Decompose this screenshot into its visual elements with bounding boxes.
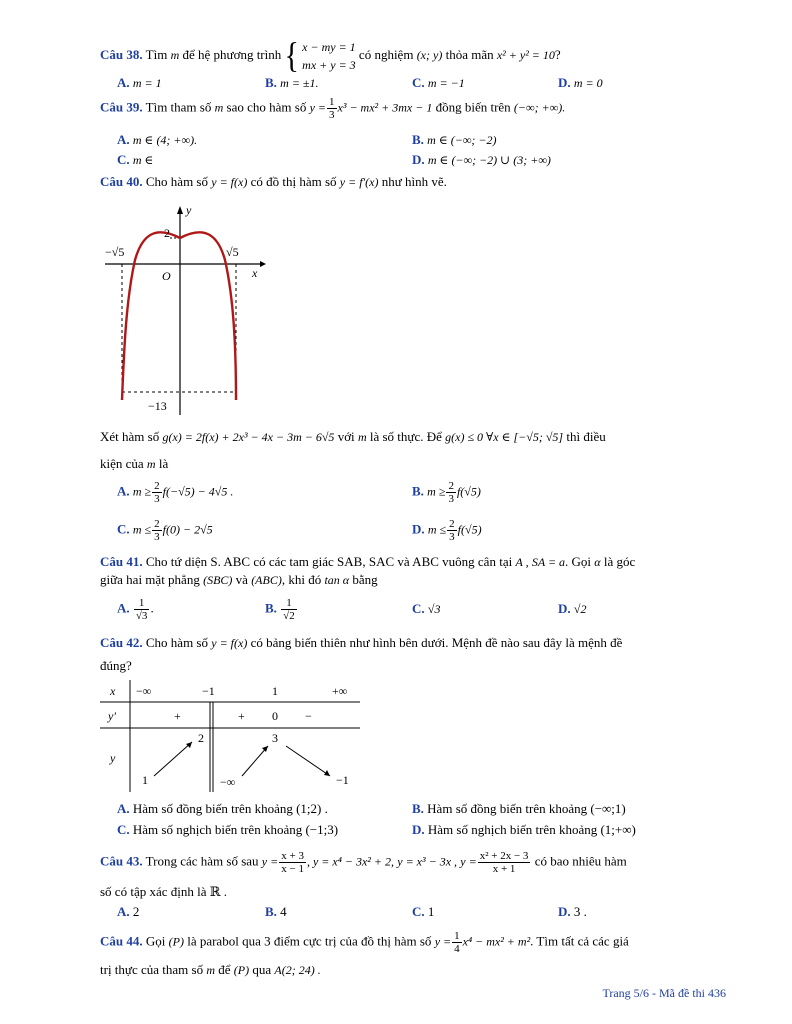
question-41 bbox=[100, 554, 635, 570]
math-expr: f(−√5) − 4√5 . bbox=[162, 484, 234, 499]
option[interactable] bbox=[265, 904, 287, 920]
question-40 bbox=[100, 174, 447, 190]
question-text: thỏa mãn bbox=[445, 46, 494, 62]
variation-arrow bbox=[286, 746, 330, 776]
math-expr: SA = a bbox=[531, 555, 566, 569]
x-axis-arrow-icon bbox=[260, 261, 266, 267]
option-key: B. bbox=[265, 600, 277, 616]
question-text: là bbox=[158, 456, 169, 471]
math-expr: m ≥ bbox=[427, 484, 446, 499]
option-key: A. bbox=[117, 904, 130, 919]
y-axis-label: y bbox=[186, 203, 192, 217]
question-text: Tìm bbox=[145, 46, 168, 62]
fraction bbox=[152, 518, 162, 543]
fraction bbox=[152, 480, 162, 505]
option-key: B. bbox=[412, 483, 424, 499]
denominator: x − 1 bbox=[281, 863, 304, 875]
option[interactable] bbox=[412, 822, 636, 838]
option-key: A. bbox=[117, 600, 130, 616]
question-text: sao cho hàm số bbox=[226, 99, 307, 115]
question-text: là góc bbox=[603, 554, 636, 569]
question-39 bbox=[100, 96, 565, 121]
question-text: Cho hàm số bbox=[145, 174, 208, 189]
option-value: 2 bbox=[132, 904, 140, 919]
question-text: kiện của bbox=[100, 456, 144, 471]
fraction bbox=[327, 96, 337, 121]
math-expr: y = f′(x) bbox=[339, 175, 379, 189]
numerator: 2 bbox=[448, 480, 454, 492]
option[interactable] bbox=[117, 904, 139, 920]
option-key: C. bbox=[412, 75, 425, 90]
option-key: D. bbox=[412, 822, 425, 837]
math-var: A , bbox=[515, 555, 529, 569]
option-value: √3 bbox=[427, 602, 441, 616]
option[interactable] bbox=[412, 518, 482, 543]
question-text: . Gọi bbox=[565, 554, 592, 569]
math-expr: (x; y) bbox=[416, 47, 443, 62]
question-42 bbox=[100, 635, 622, 651]
denominator: 3 bbox=[448, 493, 454, 505]
denominator: 3 bbox=[154, 493, 160, 505]
math-expr: y = bbox=[434, 934, 452, 949]
math-expr: m ≤ bbox=[427, 522, 447, 537]
fraction bbox=[446, 480, 456, 505]
question-text: có đồ thị hàm số bbox=[250, 174, 337, 189]
option-value: Hàm số đồng biến trên khoảng (1;2) . bbox=[132, 801, 328, 816]
math-expr: (P) bbox=[233, 963, 250, 977]
math-expr: (SBC) bbox=[203, 573, 233, 587]
question-text: có bao nhiêu hàm bbox=[534, 853, 627, 869]
option-key: D. bbox=[558, 75, 571, 90]
sign-value: 0 bbox=[272, 709, 278, 723]
math-expr: , y = x⁴ − 3x² + 2, bbox=[306, 854, 394, 869]
option[interactable] bbox=[412, 75, 465, 91]
question-44-body bbox=[100, 962, 321, 978]
option-value: 3 . bbox=[573, 904, 587, 919]
math-expr: ℝ . bbox=[209, 884, 228, 899]
option-key: D. bbox=[558, 601, 571, 616]
option-value: m ∈ (4; +∞). bbox=[132, 133, 198, 147]
option-suffix: . bbox=[150, 600, 154, 616]
question-43 bbox=[100, 850, 627, 875]
math-expr: A(2; 24) . bbox=[274, 963, 321, 977]
question-text: như hình vẽ. bbox=[381, 174, 447, 189]
question-text: với bbox=[337, 429, 355, 444]
question-41-body bbox=[100, 572, 378, 588]
y-value: 1 bbox=[142, 773, 148, 787]
option-value: m = 0 bbox=[573, 76, 603, 90]
denominator: 3 bbox=[329, 109, 335, 121]
option-key: B. bbox=[265, 75, 277, 90]
numerator: x² + 2x − 3 bbox=[479, 850, 529, 862]
option[interactable] bbox=[117, 152, 153, 168]
fraction bbox=[447, 518, 457, 543]
question-40-body bbox=[100, 456, 168, 472]
math-expr: x² + y² = 10 bbox=[496, 47, 555, 62]
max-label: 2 bbox=[164, 226, 170, 240]
math-expr: (−∞; +∞). bbox=[513, 100, 566, 115]
option-key: D. bbox=[412, 521, 425, 537]
numerator: 1 bbox=[454, 930, 460, 942]
math-expr: y = bbox=[261, 854, 279, 869]
question-text: giữa hai mặt phẳng bbox=[100, 572, 200, 587]
fraction bbox=[478, 850, 531, 875]
question-text: để hệ phương trình bbox=[182, 46, 282, 62]
option-key: A. bbox=[117, 483, 130, 499]
option[interactable] bbox=[412, 152, 551, 168]
question-43-body bbox=[100, 884, 227, 900]
denominator: 4 bbox=[454, 943, 460, 955]
option-key: C. bbox=[117, 521, 130, 537]
question-text: đồng biến trên bbox=[435, 99, 511, 115]
y-value: −∞ bbox=[220, 775, 236, 789]
question-text: và bbox=[235, 572, 248, 587]
option-key: B. bbox=[265, 904, 277, 919]
question-text: là parabol qua 3 điểm cực trị của đồ thị hàm số bbox=[187, 933, 432, 949]
math-expr: f(0) − 2√5 bbox=[162, 522, 213, 537]
math-expr: m ≤ bbox=[132, 522, 152, 537]
math-expr: (P) bbox=[168, 934, 184, 949]
row-header-yprime: y′ bbox=[108, 709, 116, 723]
option-value: √2 bbox=[573, 602, 587, 616]
option-key: A. bbox=[117, 132, 130, 147]
math-expr: m ≥ bbox=[132, 484, 152, 499]
fraction bbox=[281, 597, 297, 622]
x-value: 1 bbox=[272, 684, 278, 698]
math-expr: x³ − mx² + 3mx − 1 bbox=[337, 100, 433, 115]
math-var: m bbox=[170, 47, 180, 62]
option[interactable] bbox=[558, 904, 587, 920]
row-header-x: x bbox=[110, 684, 116, 698]
numerator: x + 3 bbox=[281, 850, 304, 862]
x-value: +∞ bbox=[332, 684, 348, 698]
math-expr: y = f(x) bbox=[211, 636, 248, 650]
option-key: B. bbox=[412, 132, 424, 147]
option[interactable] bbox=[558, 601, 586, 617]
y-value: 3 bbox=[272, 731, 278, 745]
row-header-y: y bbox=[110, 751, 116, 765]
option-key: C. bbox=[412, 601, 425, 616]
origin-label: O bbox=[162, 269, 171, 283]
option-key: B. bbox=[412, 801, 424, 816]
option-value: Hàm số nghịch biến trên khoảng (1;+∞) bbox=[427, 822, 636, 837]
math-expr: g(x) ≤ 0 ∀x ∈ [−√5; √5] bbox=[445, 430, 564, 444]
option-key: C. bbox=[117, 152, 130, 167]
equation-system bbox=[302, 38, 356, 74]
numerator: 1 bbox=[329, 96, 335, 108]
sign-value: + bbox=[238, 709, 245, 723]
equation-2: mx + y = 3 bbox=[302, 58, 356, 72]
denominator: 3 bbox=[449, 531, 455, 543]
variation-arrow bbox=[242, 746, 268, 776]
option-value: m ∈ (−∞; −2) ∪ (3; +∞) bbox=[427, 153, 551, 167]
option-value: m = ±1. bbox=[280, 76, 319, 90]
option[interactable] bbox=[412, 904, 434, 920]
derivative-curve bbox=[122, 232, 236, 400]
page-footer: Trang 5/6 - Mã đề thi 436 bbox=[602, 986, 726, 1000]
option-value: Hàm số nghịch biến trên khoảng (−1;3) bbox=[132, 822, 339, 837]
question-text: trị thực của tham số bbox=[100, 962, 204, 977]
numerator: 2 bbox=[449, 518, 455, 530]
denominator: √2 bbox=[283, 610, 295, 622]
question-42-body bbox=[100, 658, 132, 674]
fraction bbox=[134, 597, 150, 622]
question-text: Gọi bbox=[145, 933, 166, 949]
derivative-graph bbox=[100, 200, 270, 420]
math-var: m bbox=[357, 430, 367, 444]
question-text: . Tìm tất cả các giá bbox=[530, 933, 629, 949]
question-label: Câu 38. bbox=[100, 46, 143, 62]
option[interactable] bbox=[558, 75, 603, 91]
option-key: D. bbox=[412, 152, 425, 167]
numerator: 1 bbox=[134, 597, 150, 610]
option[interactable] bbox=[117, 132, 197, 148]
option-value: m = 1 bbox=[132, 76, 162, 90]
math-expr: f(√5) bbox=[457, 522, 482, 537]
question-label: Câu 43. bbox=[100, 853, 143, 869]
y-value: 2 bbox=[198, 731, 204, 745]
question-text: Xét hàm số bbox=[100, 429, 160, 444]
sign-value: − bbox=[305, 709, 312, 723]
y-value: −1 bbox=[336, 773, 349, 787]
option[interactable] bbox=[117, 597, 154, 622]
question-text: đúng? bbox=[100, 658, 132, 673]
y-axis-arrow-icon bbox=[177, 206, 183, 214]
variation-table bbox=[100, 680, 362, 795]
question-text: là số thực. Để bbox=[369, 429, 442, 444]
option[interactable] bbox=[117, 480, 233, 505]
question-text: qua bbox=[252, 962, 272, 977]
math-expr: tan α bbox=[324, 573, 350, 587]
question-label: Câu 41. bbox=[100, 554, 143, 569]
option[interactable] bbox=[117, 822, 338, 838]
math-expr: f(√5) bbox=[456, 484, 481, 499]
option-value: m ∈ (−∞; −2) bbox=[427, 133, 497, 147]
denominator: 3 bbox=[154, 531, 160, 543]
min-label: −13 bbox=[148, 399, 167, 413]
option-key: C. bbox=[412, 904, 425, 919]
question-text: có nghiệm bbox=[358, 46, 414, 62]
math-expr: y = bbox=[309, 100, 327, 115]
math-expr: y = bbox=[460, 854, 477, 869]
x-axis-label: x bbox=[252, 266, 258, 280]
question-text: Trong các hàm số sau bbox=[145, 853, 259, 869]
root-right-label: √5 bbox=[226, 245, 239, 259]
option[interactable] bbox=[265, 597, 298, 622]
option[interactable] bbox=[117, 801, 328, 817]
x-value: −∞ bbox=[136, 684, 152, 698]
question-text: bằng bbox=[352, 572, 378, 587]
denominator: √3 bbox=[135, 610, 148, 622]
option-value: m = −1 bbox=[427, 76, 465, 90]
question-text: , khi đó bbox=[281, 572, 322, 587]
fraction bbox=[279, 850, 306, 875]
variation-arrow bbox=[154, 742, 192, 776]
option[interactable] bbox=[117, 75, 162, 91]
question-label: Câu 40. bbox=[100, 174, 143, 189]
option-value: m ∈ bbox=[132, 153, 154, 167]
option-value: Hàm số đồng biến trên khoảng (−∞;1) bbox=[427, 801, 626, 816]
root-left-label: −√5 bbox=[105, 245, 125, 259]
option[interactable] bbox=[412, 132, 496, 148]
numerator: 2 bbox=[154, 518, 160, 530]
system-brace: { bbox=[284, 35, 299, 76]
math-var: α bbox=[594, 555, 601, 569]
fraction bbox=[452, 930, 462, 955]
math-var: m bbox=[146, 457, 156, 471]
question-label: Câu 44. bbox=[100, 933, 143, 949]
x-value: −1 bbox=[202, 684, 215, 698]
option[interactable] bbox=[265, 75, 319, 91]
question-text: Tìm tham số bbox=[145, 99, 212, 115]
option[interactable] bbox=[117, 518, 213, 543]
math-expr: (ABC) bbox=[251, 573, 282, 587]
denominator: x + 1 bbox=[492, 863, 516, 875]
option[interactable] bbox=[412, 480, 481, 505]
numerator: 1 bbox=[281, 597, 297, 610]
option-value: 4 bbox=[280, 904, 287, 919]
numerator: 2 bbox=[154, 480, 160, 492]
math-expr: y = f(x) bbox=[211, 175, 248, 189]
question-text: để bbox=[218, 962, 231, 977]
question-label: Câu 42. bbox=[100, 635, 143, 650]
math-expr: y = x³ − 3x , bbox=[397, 854, 458, 869]
question-text: Cho tứ diện S. ABC có các tam giác SAB, SAC và ABC vuông cân tại bbox=[145, 554, 513, 569]
option-key: C. bbox=[117, 822, 130, 837]
question-text: có bảng biến thiên như hình bên dưới. Mệnh đề nào sau đây là mệnh đề bbox=[250, 635, 623, 650]
question-label: Câu 39. bbox=[100, 99, 143, 115]
arrow-head-icon bbox=[262, 746, 268, 752]
question-mark: ? bbox=[554, 46, 561, 62]
math-var: m bbox=[206, 963, 215, 977]
question-text: thì điều bbox=[566, 429, 606, 444]
math-expr: x⁴ − mx² + m² bbox=[462, 934, 531, 949]
question-40-body bbox=[100, 429, 606, 445]
question-text: Cho hàm số bbox=[145, 635, 208, 650]
question-38 bbox=[100, 35, 561, 76]
option-key: A. bbox=[117, 801, 130, 816]
question-text: số có tập xác định là bbox=[100, 884, 207, 899]
equation-1: x − my = 1 bbox=[302, 40, 356, 54]
math-var: m bbox=[214, 100, 224, 115]
math-expr: g(x) = 2f(x) + 2x³ − 4x − 3m − 6√5 bbox=[162, 430, 335, 444]
option[interactable] bbox=[412, 801, 626, 817]
option-key: D. bbox=[558, 904, 571, 919]
option[interactable] bbox=[412, 601, 440, 617]
sign-value: + bbox=[174, 709, 181, 723]
question-44 bbox=[100, 930, 629, 955]
option-key: A. bbox=[117, 75, 130, 90]
option-value: 1 bbox=[427, 904, 435, 919]
